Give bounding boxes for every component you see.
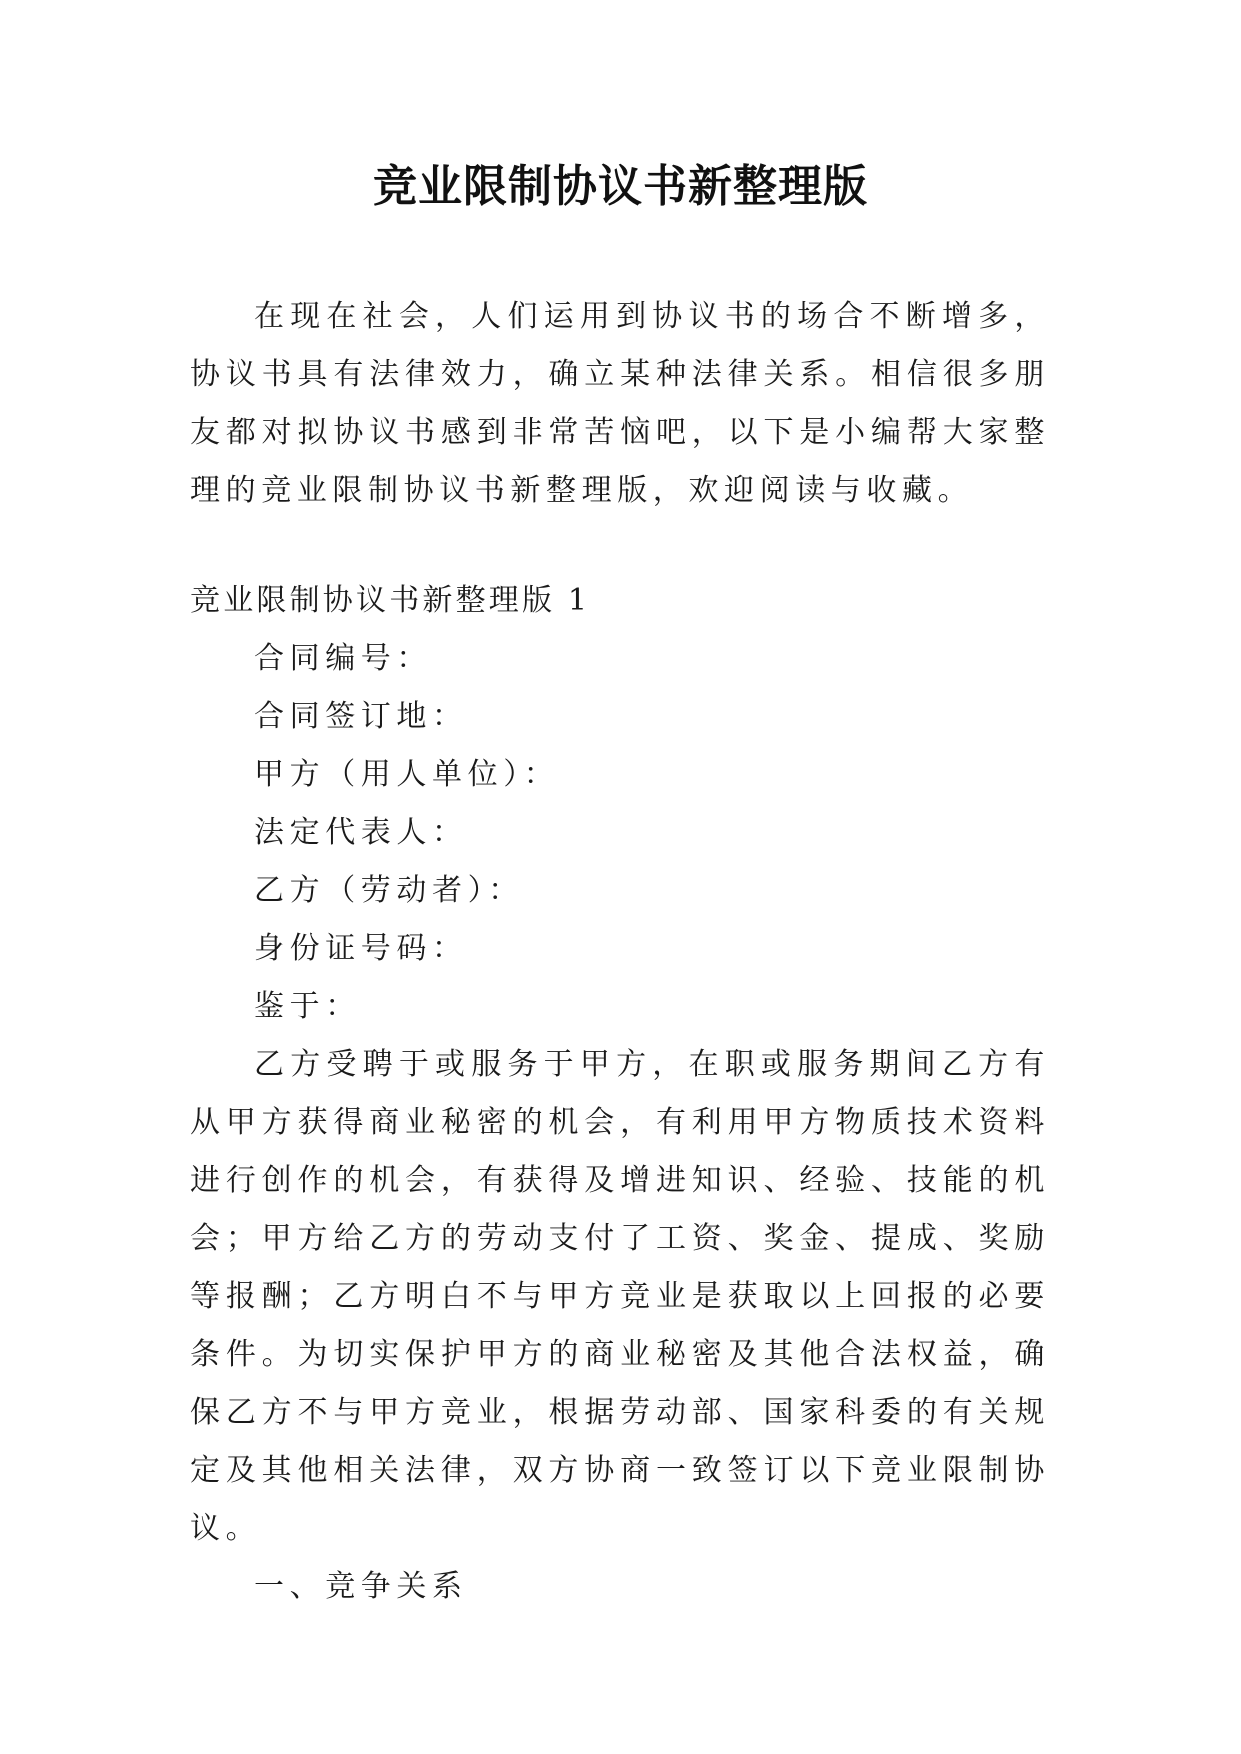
recital-paragraph: 乙方受聘于或服务于甲方，在职或服务期间乙方有从甲方获得商业秘密的机会，有利用甲方物质技术资料进行创作的机会，有获得及增进知识、经验、技能的机会；甲方给乙方的劳动支付了工资、奖金、提成、奖励等报酬；乙方明白不与甲方竞业是获取以上回报的必要条件。为切实保护甲方的商业秘密及其他合法权益，确保乙方不与甲方竞业，根据劳动部、国家科委的有关规定及其他相关法律，双方协商一致签订以下竞业限制协议。 xyxy=(190,1047,1050,1546)
field-party-b: 乙方（劳动者）： xyxy=(254,873,524,908)
intro-paragraph: 在现在社会，人们运用到协议书的场合不断增多，协议书具有法律效力，确立某种法律关系。相信很多朋友都对拟协议书感到非常苦恼吧，以下是小编帮大家整理的竞业限制协议书新整理版，欢迎阅读与收藏。 xyxy=(190,299,1050,508)
field-legal-representative: 法定代表人： xyxy=(254,815,468,850)
document-title: 竞业限制协议书新整理版 xyxy=(373,161,868,212)
field-contract-number: 合同编号： xyxy=(254,641,432,676)
field-party-a: 甲方（用人单位）： xyxy=(254,757,560,792)
document-body xyxy=(190,288,1050,1616)
section-heading: 竞业限制协议书新整理版 1 xyxy=(190,583,591,618)
field-whereas: 鉴于： xyxy=(254,989,361,1024)
clause-heading: 一、竞争关系 xyxy=(254,1569,468,1604)
field-signing-place: 合同签订地： xyxy=(254,699,468,734)
field-id-number: 身份证号码： xyxy=(254,931,468,966)
paragraph-spacer xyxy=(190,520,1050,572)
